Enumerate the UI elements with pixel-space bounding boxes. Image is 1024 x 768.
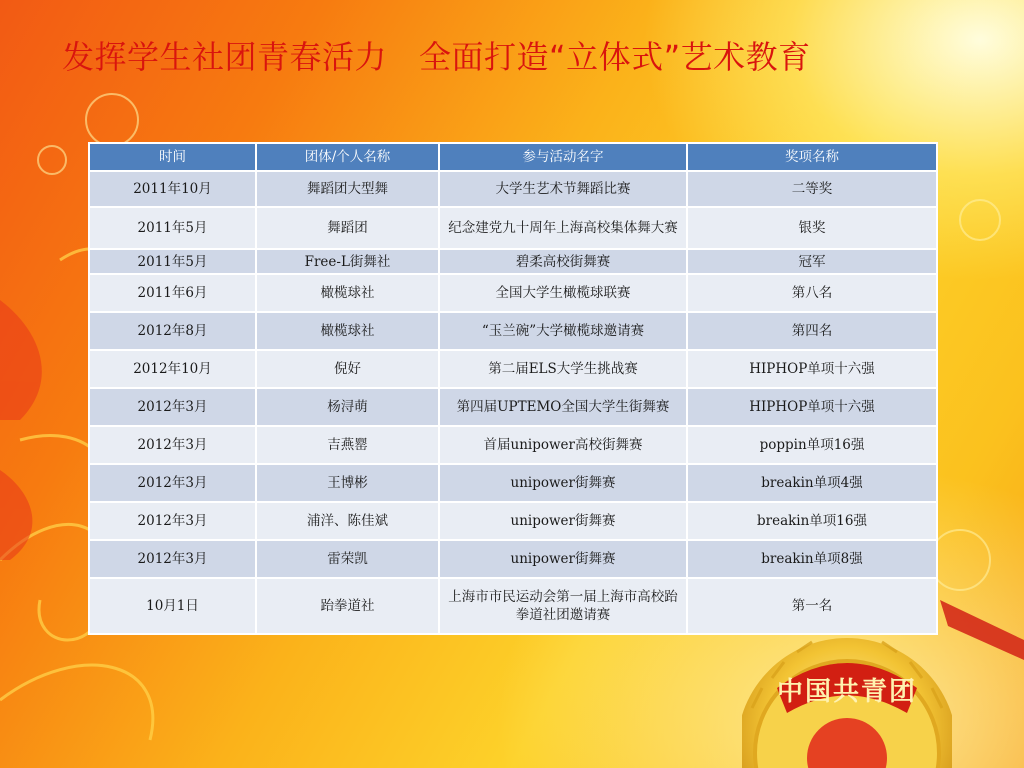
cell-activity: 第二届ELS大学生挑战赛 [439, 350, 687, 388]
cell-name: 雷荣凯 [256, 540, 439, 578]
awards-table [88, 142, 938, 635]
cell-award: breakin单项8强 [687, 540, 937, 578]
table-row [89, 312, 937, 350]
table-row [89, 249, 937, 274]
slide-title: 发挥学生社团青春活力 全面打造“立体式”艺术教育 [62, 38, 811, 76]
cell-activity: 全国大学生橄榄球联赛 [439, 274, 687, 312]
cell-activity: unipower街舞赛 [439, 502, 687, 540]
table-row [89, 350, 937, 388]
table-row [89, 464, 937, 502]
cell-time: 2012年8月 [89, 312, 256, 350]
cell-activity: 第四届UPTEMO全国大学生街舞赛 [439, 388, 687, 426]
table-row [89, 502, 937, 540]
cell-time: 10月1日 [89, 578, 256, 634]
cell-award: poppin单项16强 [687, 426, 937, 464]
cell-award: 第四名 [687, 312, 937, 350]
cell-name: Free-L街舞社 [256, 249, 439, 274]
cell-award: 第八名 [687, 274, 937, 312]
youth-league-emblem [742, 618, 952, 768]
header-activity: 参与活动名字 [439, 143, 687, 171]
cell-name: 王博彬 [256, 464, 439, 502]
cell-award: breakin单项4强 [687, 464, 937, 502]
cell-activity: 碧柔高校街舞赛 [439, 249, 687, 274]
cell-name: 吉燕罂 [256, 426, 439, 464]
cell-time: 2012年3月 [89, 502, 256, 540]
cell-time: 2012年10月 [89, 350, 256, 388]
cell-activity: unipower街舞赛 [439, 464, 687, 502]
cell-time: 2012年3月 [89, 464, 256, 502]
cell-award: 第一名 [687, 578, 937, 634]
cell-name: 橄榄球社 [256, 274, 439, 312]
cell-name: 舞蹈团 [256, 207, 439, 249]
cell-name: 倪好 [256, 350, 439, 388]
cell-activity: 纪念建党九十周年上海高校集体舞大赛 [439, 207, 687, 249]
cell-activity: 大学生艺术节舞蹈比赛 [439, 171, 687, 207]
cell-time: 2012年3月 [89, 388, 256, 426]
table-header-row [89, 143, 937, 171]
cell-time: 2012年3月 [89, 426, 256, 464]
table-row [89, 171, 937, 207]
cell-award: 冠军 [687, 249, 937, 274]
cell-name: 杨浔萌 [256, 388, 439, 426]
cell-activity: 首届unipower高校街舞赛 [439, 426, 687, 464]
emblem-text: 中国共青团 [776, 677, 918, 707]
table-row [89, 274, 937, 312]
table-row [89, 388, 937, 426]
cell-activity: 上海市市民运动会第一届上海市高校跆拳道社团邀请赛 [439, 578, 687, 634]
cell-award: HIPHOP单项十六强 [687, 350, 937, 388]
cell-name: 舞蹈团大型舞 [256, 171, 439, 207]
cell-name: 橄榄球社 [256, 312, 439, 350]
cell-time: 2011年5月 [89, 207, 256, 249]
table-row [89, 540, 937, 578]
cell-award: HIPHOP单项十六强 [687, 388, 937, 426]
cell-award: 二等奖 [687, 171, 937, 207]
table-row [89, 426, 937, 464]
cell-award: 银奖 [687, 207, 937, 249]
cell-time: 2011年10月 [89, 171, 256, 207]
header-time: 时间 [89, 143, 256, 171]
cell-time: 2011年5月 [89, 249, 256, 274]
cell-award: breakin单项16强 [687, 502, 937, 540]
header-award: 奖项名称 [687, 143, 937, 171]
cell-time: 2011年6月 [89, 274, 256, 312]
cell-activity: unipower街舞赛 [439, 540, 687, 578]
cell-activity: “玉兰碗”大学橄榄球邀请赛 [439, 312, 687, 350]
header-name: 团体/个人名称 [256, 143, 439, 171]
table-row [89, 207, 937, 249]
cell-name: 浦洋、陈佳斌 [256, 502, 439, 540]
cell-time: 2012年3月 [89, 540, 256, 578]
cell-name: 跆拳道社 [256, 578, 439, 634]
